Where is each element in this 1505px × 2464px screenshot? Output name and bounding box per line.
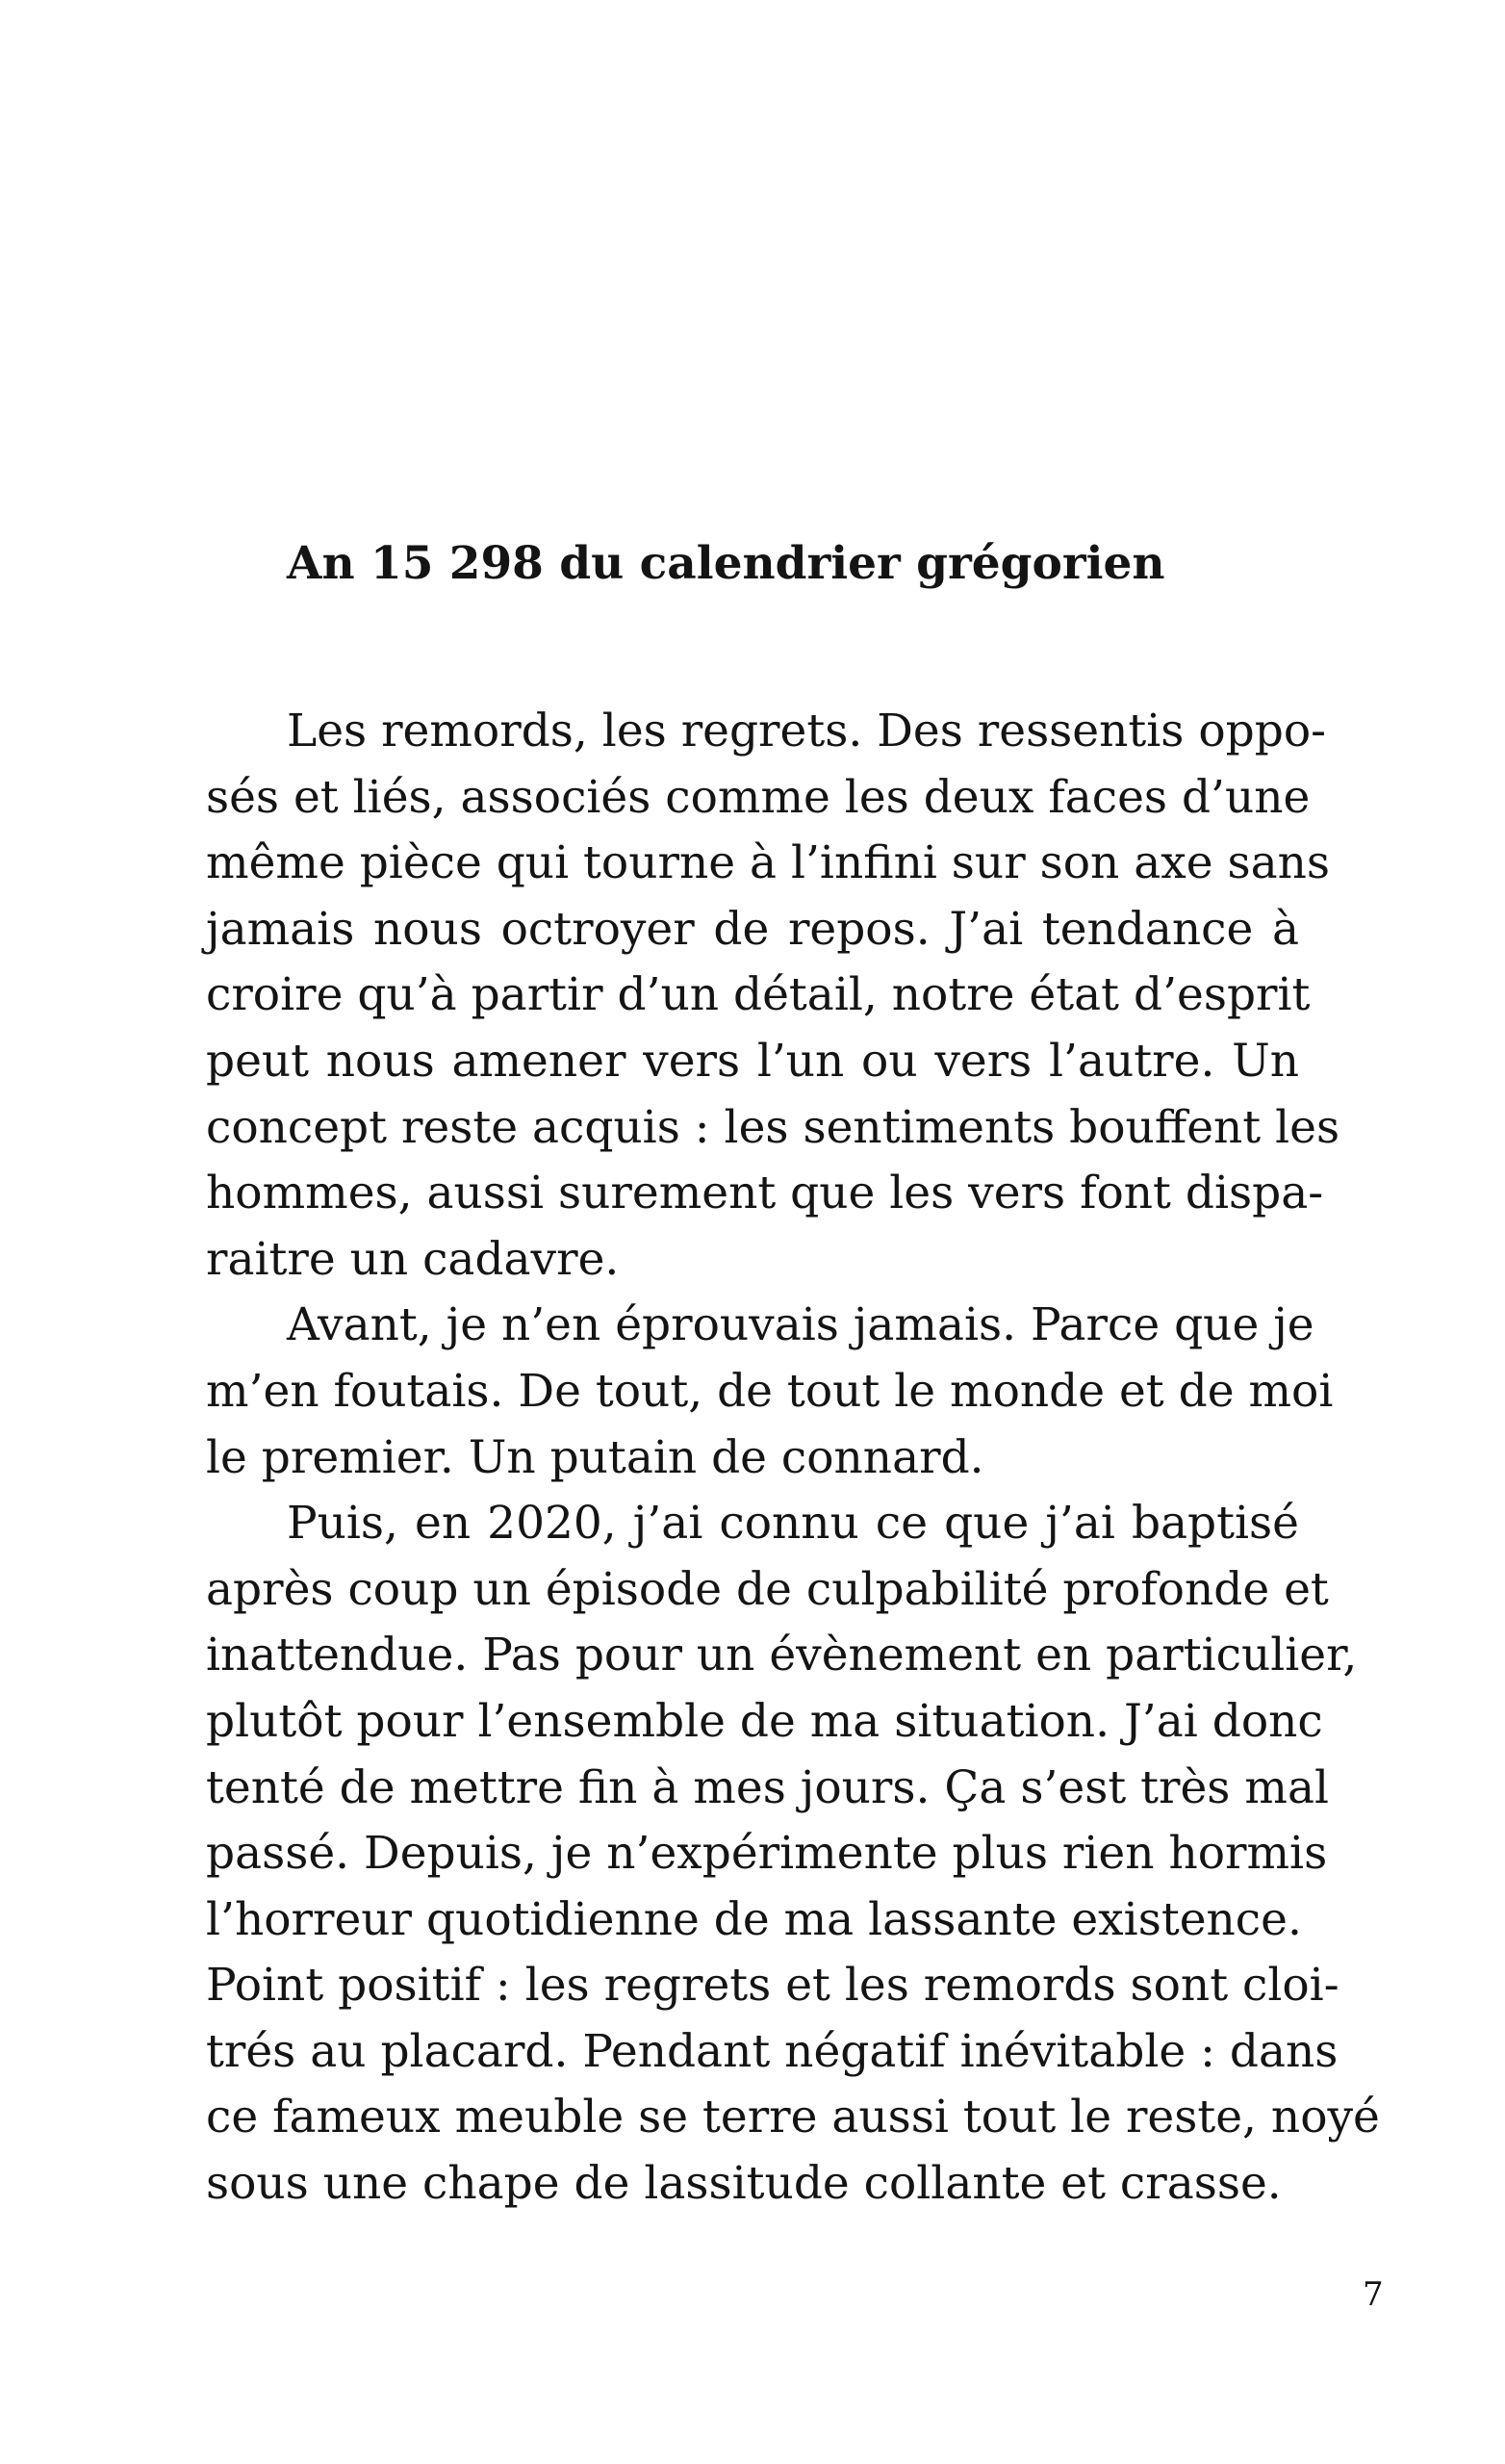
body-line: ce fameux meuble se terre aussi tout le reste, noyé: [206, 2091, 1380, 2144]
body-line: Puis, en 2020, j’ai connu ce que j’ai baptisé: [287, 1497, 1299, 1551]
body-line: croire qu’à partir d’un détail, notre état d’esprit: [206, 968, 1311, 1022]
body-line: tenté de mettre fin à mes jours. Ça s’est très mal: [206, 1760, 1329, 1814]
chapter-title: An 15 298 du calendrier grégorien: [287, 537, 1165, 590]
body-line: passé. Depuis, je n’expérimente plus rien hormis: [206, 1827, 1328, 1881]
page-number: 7: [1363, 2275, 1384, 2314]
body-line: Les remords, les regrets. Des ressentis oppo-: [287, 705, 1327, 757]
body-line: inattendue. Pas pour un évènement en particulier,: [206, 1629, 1358, 1682]
body-line: après coup un épisode de culpabilité profonde et: [206, 1562, 1329, 1616]
body-line: Avant, je n’en éprouvais jamais. Parce que je: [287, 1298, 1314, 1352]
body-line: l’horreur quotidienne de ma lassante existence.: [206, 1892, 1302, 1946]
body-line: concept reste acquis : les sentiments bouffent les: [206, 1100, 1340, 1154]
body-line: sés et liés, associés comme les deux faces d’une: [206, 770, 1311, 824]
body-line: jamais nous octroyer de repos. J’ai tendance à: [206, 902, 1299, 956]
body-line: m’en foutais. De tout, de tout le monde et de moi: [206, 1364, 1334, 1418]
body-text: [206, 699, 1380, 2218]
body-line: trés au placard. Pendant négatif inévitable : dans: [206, 2024, 1339, 2078]
body-line: peut nous amener vers l’un ou vers l’autre. Un: [206, 1034, 1299, 1088]
body-line: plutôt pour l’ensemble de ma situation. J’ai donc: [206, 1694, 1323, 1748]
body-line: même pièce qui tourne à l’infini sur son axe sans: [206, 836, 1331, 890]
body-line: le premier. Un putain de connard.: [206, 1430, 984, 1484]
body-line: hommes, aussi surement que les vers font dispa-: [206, 1167, 1324, 1220]
body-line: Point positif : les regrets et les remords sont cloi-: [206, 1959, 1339, 2013]
body-line: sous une chape de lassitude collante et crasse.: [206, 2157, 1282, 2211]
body-line: raitre un cadavre.: [206, 1232, 620, 1286]
